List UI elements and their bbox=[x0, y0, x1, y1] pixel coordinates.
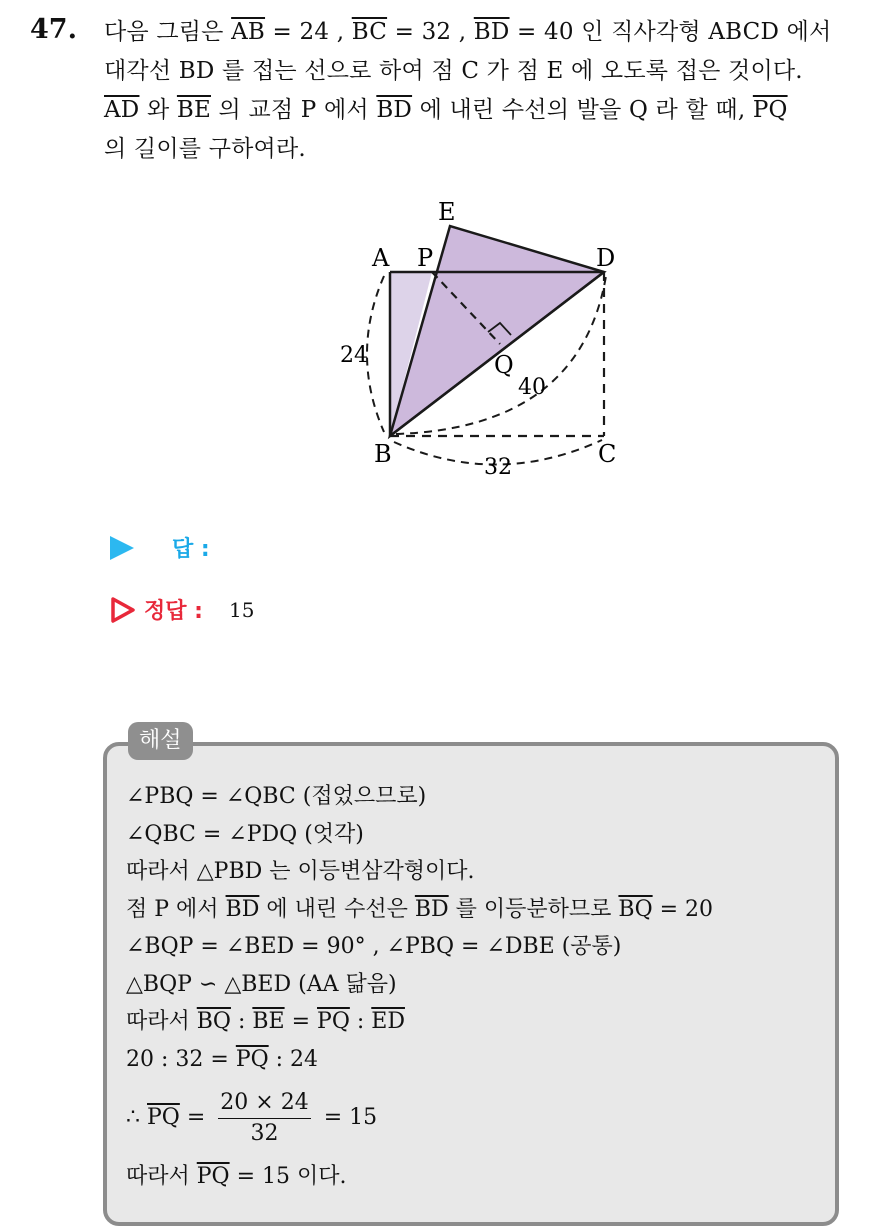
overlined-segment: $\overline{BE}$ bbox=[252, 1009, 285, 1034]
text-segment: 따라서 bbox=[126, 1164, 197, 1189]
text-segment: 20 : 32 = bbox=[126, 1046, 236, 1072]
solution-line bbox=[126, 966, 826, 1004]
solution-line bbox=[126, 1041, 826, 1079]
fraction-result: = 15 bbox=[323, 1105, 378, 1130]
overlined-segment: $\overline{BQ}$ bbox=[618, 896, 653, 922]
label-d: D bbox=[596, 244, 616, 272]
measure-bd: 40 bbox=[518, 375, 546, 400]
text-segment: = 15 이다. bbox=[229, 1164, 347, 1189]
answer-input-row bbox=[110, 532, 210, 563]
arc-ab-measure bbox=[367, 276, 384, 432]
text-segment: ∠QBC = ∠PDQ (엇각) bbox=[126, 821, 364, 847]
label-a: A bbox=[372, 244, 390, 272]
question-line bbox=[104, 13, 864, 52]
text-segment: = bbox=[284, 1009, 318, 1034]
fraction-numerator: 20 × 24 bbox=[218, 1088, 310, 1119]
overlined-segment: $\overline{PQ}$ bbox=[317, 1009, 350, 1034]
solution-final-line bbox=[126, 1158, 826, 1196]
label-p: P bbox=[417, 244, 434, 272]
text-segment: 와 bbox=[139, 97, 177, 123]
label-b: B bbox=[374, 440, 392, 468]
text-segment: 다음 그림은 bbox=[104, 19, 232, 45]
solution-lines-list bbox=[126, 778, 826, 1078]
solution-tag: 해설 bbox=[128, 722, 193, 760]
text-segment: = 24 , bbox=[265, 19, 352, 45]
text-segment: 를 이등분하므로 bbox=[448, 896, 619, 922]
text-segment: : bbox=[349, 1009, 372, 1034]
question-number: 47. bbox=[30, 14, 77, 45]
text-segment: 에 내린 수선의 발을 Q 라 할 때, bbox=[412, 97, 753, 123]
overlined-segment: $\overline{BQ}$ bbox=[196, 1009, 231, 1034]
rectangle-fold-figure bbox=[320, 188, 640, 488]
label-e: E bbox=[438, 198, 456, 226]
question-line bbox=[104, 52, 864, 91]
text-segment: 의 길이를 구하여라. bbox=[104, 136, 306, 162]
overlined-segment: $\overline{PQ}$ bbox=[752, 97, 788, 123]
text-segment: ∠PBQ = ∠QBC (접었으므로) bbox=[126, 784, 427, 809]
text-segment: = 32 , bbox=[387, 19, 474, 45]
solution-line bbox=[126, 816, 826, 854]
text-segment: △BQP ∽ △BED (AA 닮음) bbox=[126, 971, 397, 997]
measure-ab: 24 bbox=[340, 343, 368, 368]
solution-line bbox=[126, 928, 826, 966]
correct-answer-label: 정답 : bbox=[144, 599, 203, 624]
solution-line bbox=[126, 853, 826, 891]
overlined-segment: $\overline{BC}$ bbox=[351, 19, 388, 45]
overlined-segment: $\overline{BD}$ bbox=[473, 19, 510, 45]
text-segment: 에 내린 수선은 bbox=[259, 896, 415, 922]
overlined-segment: $\overline{PQ}$ bbox=[196, 1164, 230, 1189]
label-q: Q bbox=[494, 351, 514, 379]
overlined-segment: $\overline{BE}$ bbox=[176, 97, 211, 123]
solution-fraction-line bbox=[126, 1078, 826, 1158]
therefore-symbol: ∴ bbox=[126, 1105, 147, 1130]
solution-content bbox=[126, 778, 826, 1196]
question-text bbox=[104, 13, 864, 169]
overlined-segment: $\overline{ED}$ bbox=[371, 1009, 405, 1034]
overlined-segment: $\overline{AB}$ bbox=[231, 19, 266, 45]
figure-svg bbox=[320, 188, 640, 488]
text-segment: 따라서 △PBD 는 이등변삼각형이다. bbox=[126, 859, 475, 884]
pq-segment: $\overline{PQ}$ bbox=[147, 1105, 180, 1130]
measure-bc: 32 bbox=[484, 455, 512, 480]
overlined-segment: $\overline{PQ}$ bbox=[235, 1046, 269, 1072]
answer-label: 답 : bbox=[172, 537, 210, 562]
equals-sign: = bbox=[186, 1105, 213, 1130]
solution-line bbox=[126, 891, 826, 929]
solution-line bbox=[126, 1003, 826, 1041]
play-arrow-icon bbox=[110, 536, 134, 560]
text-segment: 의 교점 P 에서 bbox=[211, 97, 377, 123]
question-line bbox=[104, 130, 864, 169]
text-segment: 점 P 에서 bbox=[126, 896, 226, 922]
label-c: C bbox=[598, 440, 617, 468]
text-segment: 따라서 bbox=[126, 1009, 197, 1034]
correct-answer-value: 15 bbox=[228, 597, 255, 622]
text-segment: ∠BQP = ∠BED = 90° , ∠PBQ = ∠DBE (공통) bbox=[126, 934, 622, 959]
text-segment: : 24 bbox=[268, 1046, 319, 1072]
overlined-segment: $\overline{BD}$ bbox=[225, 896, 260, 922]
text-segment: : bbox=[230, 1009, 253, 1034]
fraction-denominator: 32 bbox=[250, 1120, 279, 1146]
overlined-segment: $\overline{BD}$ bbox=[376, 97, 413, 123]
question-line bbox=[104, 91, 864, 130]
text-segment: = 40 인 직사각형 ABCD 에서 bbox=[509, 19, 832, 45]
solution-line bbox=[126, 778, 826, 816]
text-segment: = 20 bbox=[652, 896, 714, 922]
overlined-segment: $\overline{BD}$ bbox=[414, 896, 449, 922]
text-segment: 대각선 BD 를 접는 선으로 하여 점 C 가 점 E 에 오도록 접은 것이다. bbox=[104, 58, 803, 84]
outline-arrow-icon bbox=[110, 596, 136, 624]
correct-answer-row bbox=[110, 594, 254, 625]
overlined-segment: $\overline{AD}$ bbox=[104, 97, 140, 123]
fraction bbox=[218, 1088, 310, 1149]
